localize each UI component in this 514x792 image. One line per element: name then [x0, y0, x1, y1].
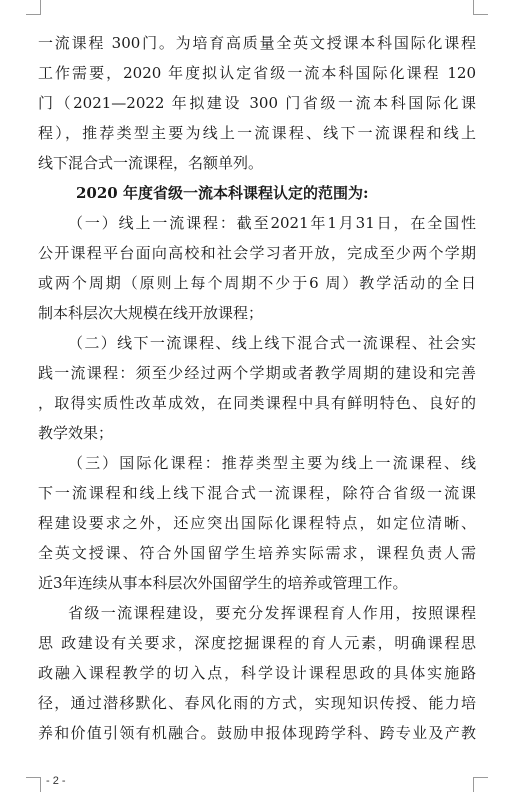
text-line: 全英文授课、符合外国留学生培养实际需求，课程负责人需 — [38, 544, 476, 562]
page-number: - 2 - — [46, 775, 66, 787]
text-line: 径，通过潜移默化、春风化雨的方式，实现知识传授、能力培 — [38, 694, 476, 712]
text-line: 教学效果； — [38, 424, 114, 442]
text-line: 程建设要求之外，还应突出国际化课程特点，如定位清晰、 — [38, 514, 476, 532]
text-line: （三）国际化课程：推荐类型主要为线上一流课程、线 — [68, 454, 476, 472]
text-line: 工作需要，2020 年度拟认定省级一流本科国际化课程 120 — [38, 64, 476, 82]
text-line: 程），推荐类型主要为线上一流课程、线下一流课程和线上 — [38, 124, 476, 142]
crop-mark-bottom-right — [473, 777, 488, 792]
text-line: 公开课程平台面向高校和社会学习者开放，完成至少两个学期 — [38, 244, 476, 262]
text-line: 下一流课程和线上线下混合式一流课程，除符合省级一流课 — [38, 484, 476, 502]
text-line: （一）线上一流课程：截至2021年1月31日，在全国性 — [68, 214, 476, 232]
crop-mark-bottom-left — [26, 777, 41, 792]
text-line: 政融入课程教学的切入点，科学设计课程思政的具体实施路 — [38, 664, 476, 682]
text-line: 省级一流课程建设，要充分发挥课程育人作用，按照课程 — [68, 604, 476, 622]
text-line: 制本科层次大规模在线开放课程； — [38, 304, 264, 322]
text-line: 一流课程 300门。为培育高质量全英文授课本科国际化课程 — [38, 34, 476, 52]
text-line: （二）线下一流课程、线上线下混合式一流课程、社会实 — [68, 334, 476, 352]
text-line: 养和价值引领有机融合。鼓励申报体现跨学科、跨专业及产教 — [38, 724, 476, 742]
text-line: 近3年连续从事本科层次外国留学生的培养或管理工作。 — [38, 574, 408, 592]
text-line: 思 政建设有关要求，深度挖掘课程的育人元素，明确课程思 — [38, 634, 476, 652]
text-line: 或两个周期（原则上每个周期不少于6 周）教学活动的全日 — [38, 274, 476, 292]
text-line: 践一流课程：须至少经过两个学期或者教学周期的建设和完善 — [38, 364, 476, 382]
crop-mark-top-right — [473, 0, 488, 15]
text-line: ，取得实质性改革成效，在同类课程中具有鲜明特色、良好的 — [38, 394, 476, 412]
text-line: 门（2021—2022 年拟建设 300 门省级一流本科国际化课 — [38, 94, 476, 112]
text-line: 线下混合式一流课程，名额单列。 — [38, 154, 264, 172]
crop-mark-top-left — [26, 0, 41, 15]
section-heading: 2020 年度省级一流本科课程认定的范围为: — [76, 184, 369, 202]
